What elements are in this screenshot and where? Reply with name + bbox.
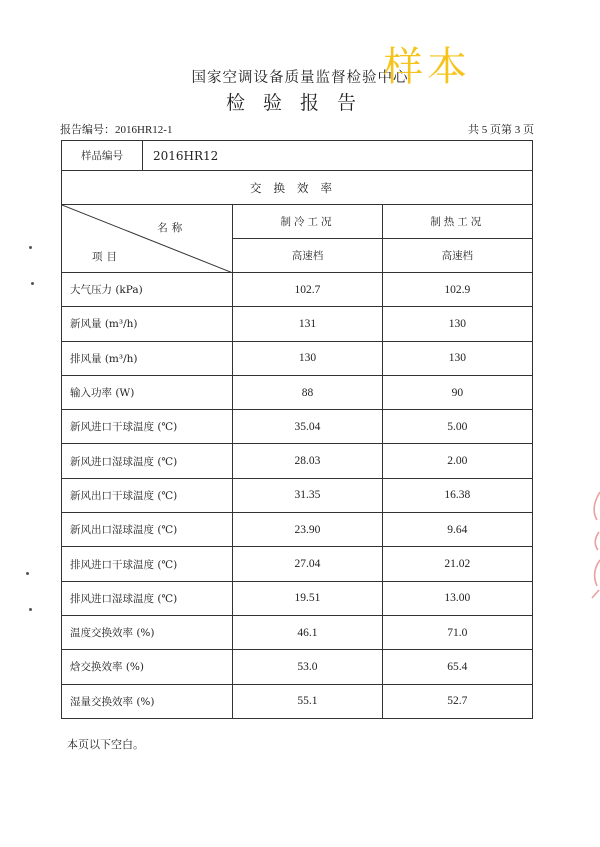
table-row (62, 513, 533, 547)
row-name: 排风量 (m³/h) (62, 341, 233, 375)
cooling-value: 28.03 (233, 444, 382, 478)
cooling-value: 131 (233, 307, 382, 341)
item-label: 项目 (92, 251, 121, 263)
header-row (62, 205, 533, 239)
heating-value: 16.38 (382, 478, 532, 512)
row-name: 焓交换效率 (%) (62, 650, 233, 684)
cooling-value: 19.51 (233, 581, 382, 615)
organization-name: 国家空调设备质量监督检验中心 (191, 70, 409, 86)
row-name: 新风进口湿球温度 (℃) (62, 444, 233, 478)
heating-header: 制热工况 (382, 205, 532, 239)
page-info: 共 5 页第 3 页 (468, 124, 534, 136)
cooling-value: 23.90 (233, 513, 382, 547)
punch-dot (29, 608, 32, 611)
heating-value: 2.00 (382, 444, 532, 478)
heating-value: 9.64 (382, 513, 532, 547)
table-row (62, 615, 533, 649)
heating-value: 5.00 (382, 410, 532, 444)
cooling-header: 制冷工况 (233, 205, 382, 239)
cooling-value: 55.1 (233, 684, 382, 718)
heating-value: 71.0 (382, 615, 532, 649)
report-title: 检验报告 (225, 92, 374, 114)
row-name: 排风进口干球温度 (℃) (62, 547, 233, 581)
cooling-value: 35.04 (233, 410, 382, 444)
row-name: 新风出口湿球温度 (℃) (62, 513, 233, 547)
sample-value: 2016HR12 (153, 148, 219, 163)
cooling-value: 31.35 (233, 478, 382, 512)
table-row (62, 444, 533, 478)
table-row (62, 478, 533, 512)
heating-value: 65.4 (382, 650, 532, 684)
table-row (62, 307, 533, 341)
cooling-value: 102.7 (233, 273, 382, 307)
heating-value: 90 (382, 375, 532, 409)
cooling-value: 46.1 (233, 615, 382, 649)
sample-stamp: 样本 (383, 44, 471, 90)
cooling-value: 53.0 (233, 650, 382, 684)
heating-value: 21.02 (382, 547, 532, 581)
section-title: 交换效率 (62, 171, 533, 205)
heating-speed: 高速档 (382, 239, 532, 273)
table-row (62, 684, 533, 718)
diagonal-line (62, 205, 233, 273)
seal-fragment-icon (588, 490, 600, 600)
punch-dot (26, 572, 29, 575)
heating-value: 130 (382, 307, 532, 341)
efficiency-table (61, 140, 533, 719)
footer-note: 本页以下空白。 (67, 738, 144, 751)
cooling-speed: 高速档 (233, 239, 382, 273)
heating-value: 52.7 (382, 684, 532, 718)
cooling-value: 27.04 (233, 547, 382, 581)
punch-dot (31, 282, 34, 285)
sample-row (62, 141, 533, 171)
punch-dot (29, 246, 32, 249)
table-row (62, 273, 533, 307)
cooling-value: 88 (233, 375, 382, 409)
table-row (62, 410, 533, 444)
cooling-value: 130 (233, 341, 382, 375)
name-label: 名称 (157, 222, 187, 234)
table-row (62, 375, 533, 409)
table-row (62, 581, 533, 615)
table-row (62, 341, 533, 375)
report-number: 报告编号：2016HR12-1 (60, 124, 173, 136)
row-name: 新风量 (m³/h) (62, 307, 233, 341)
section-row (62, 171, 533, 205)
table-row (62, 547, 533, 581)
sample-label: 样品编号 (62, 141, 143, 170)
row-name: 新风出口干球温度 (℃) (62, 478, 233, 512)
heating-value: 130 (382, 341, 532, 375)
row-name: 输入功率 (W) (62, 375, 233, 409)
row-name: 排风进口湿球温度 (℃) (62, 581, 233, 615)
row-name: 大气压力 (kPa) (62, 273, 233, 307)
diagonal-header-cell (62, 205, 233, 273)
row-name: 新风进口干球温度 (℃) (62, 410, 233, 444)
row-name: 湿量交换效率 (%) (62, 684, 233, 718)
heating-value: 102.9 (382, 273, 532, 307)
heating-value: 13.00 (382, 581, 532, 615)
table-row (62, 650, 533, 684)
row-name: 温度交换效率 (%) (62, 615, 233, 649)
